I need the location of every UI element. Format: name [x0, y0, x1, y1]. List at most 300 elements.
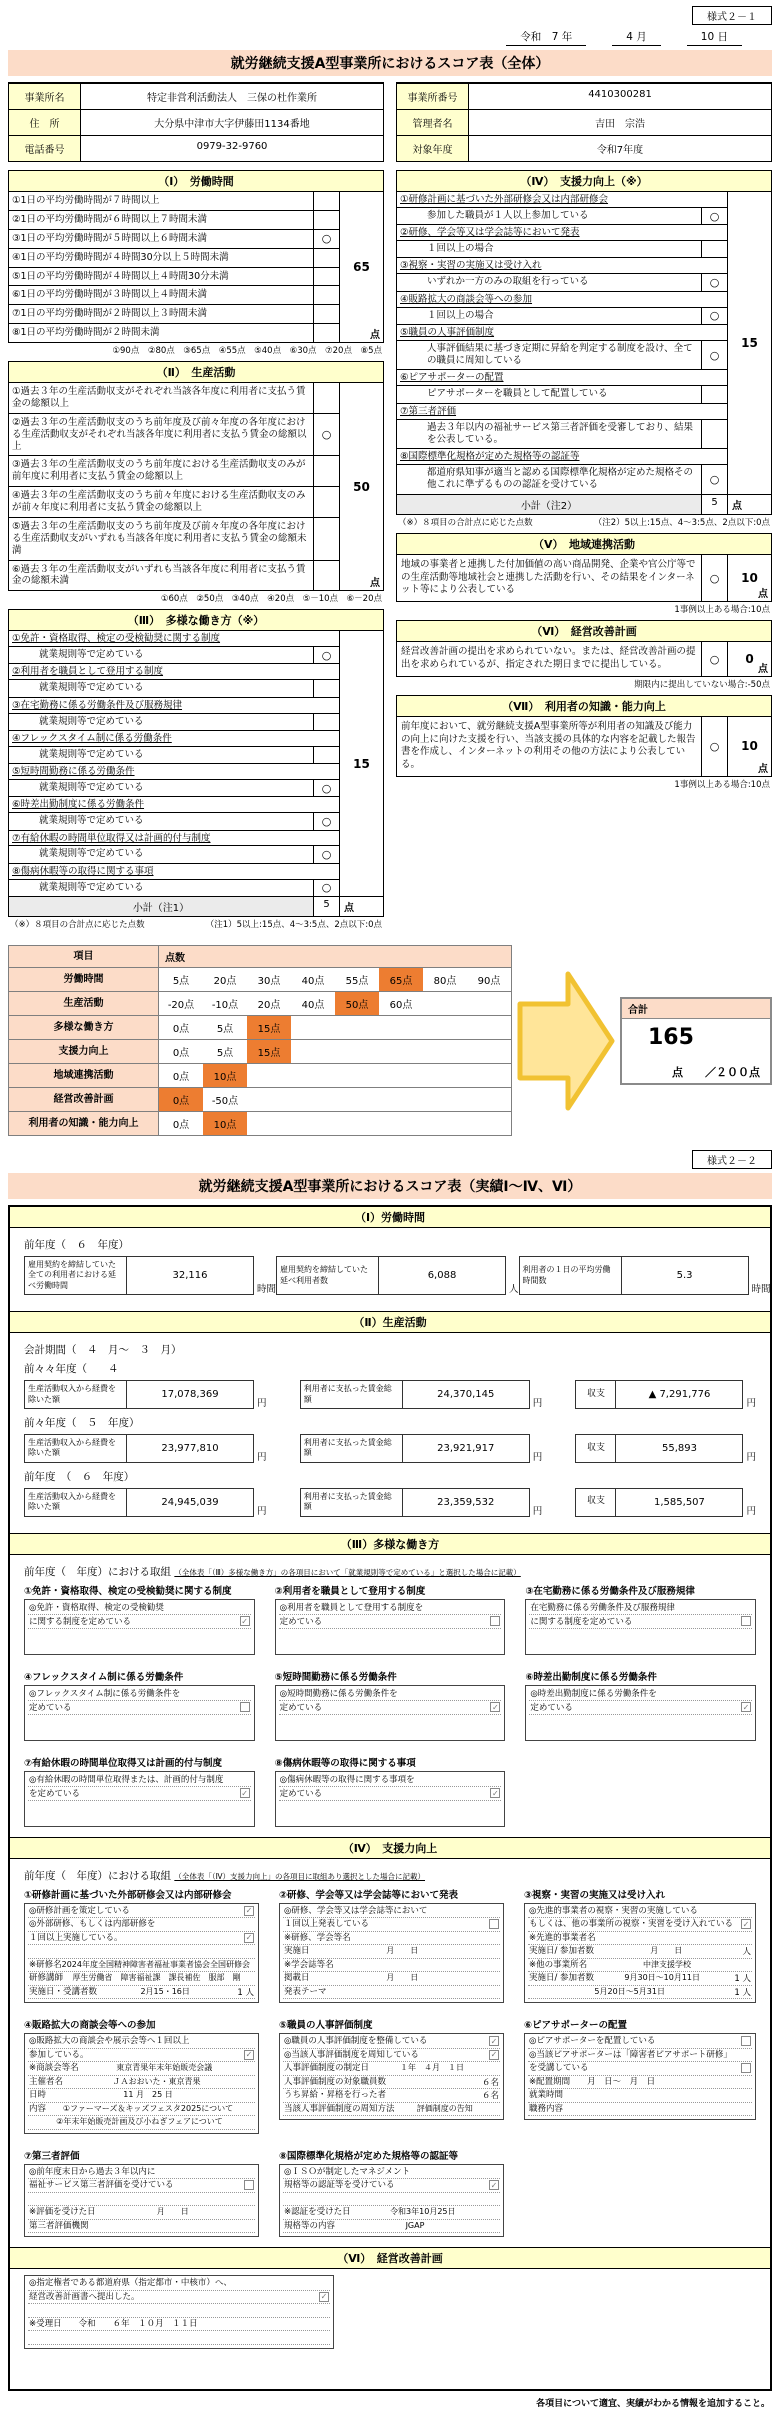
f2-section-1-title: （Ⅰ）労働時間: [10, 1207, 770, 1228]
detail-line: 発表テーマ: [283, 1986, 500, 2000]
practice-line2: 定めている: [29, 1703, 72, 1714]
checkbox[interactable]: ✓: [742, 1919, 750, 1929]
section-6-title: （Ⅵ） 経営改善計画: [397, 621, 771, 642]
form1-title: 就労継続支援А型事業所におけるスコア表（全体）: [8, 50, 772, 76]
section-6-note: 期限内に提出していない場合:-50点: [634, 679, 770, 690]
mark-cell[interactable]: [313, 518, 339, 560]
checkbox[interactable]: [244, 2180, 254, 2190]
checkbox[interactable]: ✓: [742, 1702, 750, 1712]
mark-cell[interactable]: ○: [313, 813, 339, 829]
checkbox[interactable]: [741, 2063, 751, 2073]
checkbox[interactable]: ✓: [245, 1933, 253, 1943]
form1-left-column: [8, 170, 384, 935]
mark-cell[interactable]: [313, 383, 339, 413]
item-heading: ⑥時差出勤制度に係る労働条件: [12, 799, 145, 811]
info-row: [9, 83, 383, 109]
practice-line1: ◎傷病休暇等の取得に関する事項を: [279, 1775, 415, 1786]
section-3-diverse-work: [8, 609, 384, 917]
row-text: ③過去３年の生産活動収支のうち前年度における生産活動収支のみが前年度に利用者に支払う賃金の総額以上: [12, 459, 306, 483]
score-summary-area: [8, 945, 772, 1136]
mark-cell[interactable]: [313, 211, 339, 229]
mark-cell[interactable]: ○: [701, 308, 727, 324]
item-condition: 就業規則等で定めている: [39, 682, 144, 694]
score-row: [9, 414, 339, 457]
row-text: ⑦1日の平均労働時間が２時間以上３時間未満: [12, 308, 208, 320]
row-text: ⑧1日の平均労働時間が２時間未満: [12, 327, 160, 339]
stat-wages: 利用者に支払った賃金総額 23,921,917 円: [300, 1434, 543, 1463]
detail-line: を受講している: [528, 2062, 752, 2076]
mark-cell[interactable]: [313, 249, 339, 267]
info-row: [9, 135, 383, 161]
info-value: 特定非営利活動法人 三保の杜作業所: [147, 93, 317, 104]
score-row: [9, 487, 339, 518]
detail-line: ◎前年度末日から過去３年以内に: [28, 2166, 255, 2180]
detail-line: 規格等の認証等を受けている ✓: [283, 2179, 500, 2193]
total-value: 165: [648, 1024, 694, 1050]
score-row: [9, 456, 339, 487]
f2-s2-year2: [24, 1434, 756, 1463]
item-condition: 就業規則等で定めている: [39, 649, 144, 661]
section-7-title: （Ⅶ） 利用者の知識・能力向上: [397, 696, 771, 717]
f2-section-2-title: （Ⅱ）生産活動: [10, 1311, 770, 1333]
stat-value[interactable]: 24,945,039: [126, 1488, 254, 1517]
score-item: [397, 225, 727, 258]
form1-code-label: 様式２－１: [692, 6, 772, 25]
stat-income: 生産活動収入から経費を除いた額 23,977,810 円: [24, 1434, 267, 1463]
mark-cell[interactable]: [313, 747, 339, 763]
score-row: [9, 286, 339, 305]
score-row: [9, 305, 339, 324]
score-item: [397, 370, 727, 403]
row-text: ①1日の平均労働時間が７時間以上: [12, 195, 160, 206]
item-heading: ③在宅勤務に係る労働条件及び服務規律: [12, 699, 183, 711]
score-row: [9, 268, 339, 287]
practice-item: [275, 1669, 506, 1741]
detail-line: ◎ピアサポーターを配置している: [528, 2035, 752, 2049]
stat-value[interactable]: ▲ 7,291,776: [615, 1380, 743, 1409]
stat-value[interactable]: 5.3: [621, 1256, 749, 1295]
practice-line1: ◎利用者を職員として登用する制度を: [279, 1603, 424, 1614]
practice-title: ③在宅勤務に係る労働条件及び服務規律: [525, 1585, 695, 1597]
detail-line: ◎販路拡大の商談会や展示会等へ１回以上: [28, 2035, 255, 2049]
item-condition: 就業規則等で定めている: [39, 881, 144, 893]
practice-line2: 定めている: [530, 1703, 573, 1714]
stat-value[interactable]: 23,359,532: [402, 1488, 530, 1517]
item-condition: 都道府県知事が適当と認める国際標準化規格が定めた規格その他これに準ずるものの認証を受けている: [427, 467, 694, 491]
item-condition: 人事評価結果に基づき定期に昇給を判定する制度を設け、全ての職員に周知している: [427, 342, 693, 367]
detail-box-training: ①研修計画に基づいた外部研修会又は内部研修会 ◎研修計画を策定している ✓ ◎外部研修、もしくは内部研修を １回以上実施している。 ✓ ※研修名 2024年度全国精神障害者福祉事業者協会全国研修会 研修講師 厚生労働省 障害福祉課 課長補佐 服部 剛 実施日・受講者数 2月15・16日 1 人: [24, 1887, 259, 2004]
practice-title: ⑧傷病休暇等の取得に関する事項: [274, 1757, 416, 1769]
practice-item: [525, 1669, 756, 1741]
score-row: [9, 249, 339, 268]
detail-line: ※評価を受けた日 月 日: [28, 2206, 255, 2220]
item-heading: ⑤短時間勤務に係る労働条件: [12, 766, 135, 778]
practice-line2: を定めている: [29, 1789, 81, 1800]
score-item: [397, 404, 727, 450]
section-2-production: [8, 361, 384, 591]
detail-box-sales-meeting: ④販路拡大の商談会等への参加 ◎販路拡大の商談会や展示会等へ１回以上 参加している。 ✓ ※商談会等名 東京青果年末年始販売会議 主催者名 ＪＡおおいた・東京青果 日時 11 月 25 日 内容 ①ファーマーズ＆キッズフェスタ2025について ②年末年始販売計画及び小ねぎフェアについて: [24, 2017, 259, 2134]
score-item: [9, 664, 339, 697]
mark-cell[interactable]: ○: [313, 647, 339, 663]
detail-line: ※研修名 2024年度全国精神障害者福祉事業者協会全国研修会: [28, 1959, 255, 1973]
mark-cell[interactable]: [313, 487, 339, 517]
detail-line: 日時 11 月 25 日: [28, 2089, 255, 2103]
score-row: [9, 324, 339, 342]
detail-box-plan-submission: [24, 2275, 334, 2349]
mark-cell[interactable]: [313, 456, 339, 486]
item-heading: ⑦第三者評価: [400, 405, 457, 417]
score-item: [9, 631, 339, 664]
f2-s1-year-label: 前年度（ ６ 年度）: [24, 1239, 129, 1251]
detail-line: ◎ＩＳＯが制定したマネジメント: [283, 2166, 500, 2180]
detail-line: 第三者評価機関: [28, 2220, 255, 2234]
info-label: 事業所番号: [397, 84, 469, 109]
checkbox[interactable]: ✓: [491, 1788, 499, 1798]
section-4-subtotal: 小計（注2） 5 点: [397, 494, 771, 514]
practice-line1: 在宅勤務に係る労働条件及び服務規律: [530, 1603, 675, 1614]
detail-line: 実施日 月 日: [283, 1945, 500, 1959]
detail-line: 実施日/ 参加者数 9月30日〜10月11日 1 人: [528, 1973, 751, 1985]
checkbox[interactable]: ✓: [490, 2036, 498, 2046]
mark-cell[interactable]: ○: [701, 274, 727, 290]
detail-line: もしくは、他の事業所の視察・実習を受け入れている ✓: [528, 1918, 752, 1932]
practice-line2: に関する制度を定めている: [29, 1617, 132, 1628]
detail-line: １回以上発表している: [283, 1918, 500, 1932]
summary-header: 項目 点数: [9, 946, 511, 967]
section-2-score: 50 点: [339, 383, 383, 590]
summary-row-knowledge: 利用者の知識・能力向上 0点 10点: [9, 1111, 511, 1135]
subtotal-value: 5: [313, 897, 339, 916]
section-4-support: [396, 170, 772, 515]
total-score-box: 合計 165 点 ／２００点: [620, 997, 772, 1085]
detail-line: ◎職員の人事評価制度を整備している ✓: [283, 2035, 500, 2049]
stat-value[interactable]: 17,078,369: [126, 1380, 254, 1409]
item-condition: 就業規則等で定めている: [39, 748, 144, 760]
section-3-subtotal: 小計（注1） 5 点: [9, 896, 383, 916]
f2-s4-note: 前年度（ 年度）における取組 （全体表「（Ⅳ）支援力向上」の各項目に取組あり選択とした場合に記載）: [24, 1869, 426, 1882]
score-item: [9, 698, 339, 731]
section-5-community: [396, 533, 772, 602]
practice-item: [525, 1583, 756, 1655]
detail-line: ②年末年始販売計画及び小ねぎフェアについて: [28, 2116, 255, 2130]
checkbox[interactable]: ✓: [320, 2292, 328, 2302]
section-4-note: （※）８項目の合計点に応じた点数 （注2）5以上:15点、4〜3:5点、2点以下:0点: [398, 517, 770, 528]
detail-line: ※配置期間 月 日〜 月 日: [528, 2076, 752, 2090]
stat-value[interactable]: 1,585,507: [615, 1488, 743, 1517]
mark-cell[interactable]: [313, 324, 339, 342]
detail-line: 規格等の内容 JGAP: [283, 2220, 500, 2234]
form2-container: [8, 1205, 772, 2391]
detail-line: 福祉サービス第三者評価を受けている: [28, 2179, 255, 2193]
total-label: 合計: [622, 999, 770, 1019]
section-5-title: （Ⅴ） 地域連携活動: [397, 534, 771, 555]
score-row: [9, 230, 339, 249]
highlighted-cell: 65点: [379, 968, 423, 991]
practice-line1: ◎免許・資格取得、検定の受検勧奨: [29, 1603, 164, 1614]
mark-cell[interactable]: ○: [313, 880, 339, 896]
date-month: 4: [626, 31, 633, 43]
mark-cell[interactable]: [313, 714, 339, 730]
item-heading: ⑦有給休暇の時間単位取得又は計画的付与制度: [12, 832, 211, 844]
item-condition: ピアサポーターを職員として配置している: [427, 388, 608, 400]
highlighted-cell: 15点: [247, 1040, 291, 1063]
practice-line2: 定めている: [279, 1703, 323, 1714]
section-1-labor-hours: [8, 170, 384, 343]
section-3-score: 15: [339, 631, 383, 896]
mark-cell[interactable]: [313, 286, 339, 304]
practice-title: ⑥時差出勤制度に係る労働条件: [525, 1671, 657, 1683]
practice-title: ①免許・資格取得、検定の受検勧奨に関する制度: [24, 1585, 232, 1597]
highlighted-cell: 10点: [203, 1112, 247, 1135]
detail-line: ◎研修計画を策定している ✓: [28, 1905, 255, 1919]
mark-cell[interactable]: [701, 241, 727, 257]
f2-s2-year2-label: 前々年度（ ５ 年度）: [24, 1416, 140, 1429]
f2-s3-note: 前年度（ 年度）における取組 （全体表「（Ⅲ）多様な働き方」の各項目において「就業規則等で定めている」と選択した場合に記載）: [24, 1565, 521, 1578]
practice-line1: ◎フレックスタイム制に係る労働条件を: [29, 1689, 181, 1700]
stat-wages: 利用者に支払った賃金総額 23,359,532 円: [300, 1488, 543, 1517]
form1-right-column: [396, 170, 772, 795]
mark-cell[interactable]: ○: [313, 780, 339, 796]
score-row: [9, 383, 339, 414]
info-value: 大分県中津市大字伊藤田1134番地: [154, 119, 310, 130]
score-item: [9, 797, 339, 830]
info-row: [9, 109, 383, 135]
summary-row-diverse: 多様な働き方 0点 5点 15点: [9, 1015, 511, 1039]
mark-cell[interactable]: ○: [313, 846, 339, 862]
section-3-note: （※）８項目の合計点に応じた点数 （注1）5以上:15点、4〜3:5点、2点以下:0点: [10, 920, 382, 930]
checkbox[interactable]: ✓: [490, 2050, 498, 2060]
mark-cell[interactable]: ○: [701, 341, 727, 370]
detail-line: ◎当該人事評価制度を周知している ✓: [283, 2049, 500, 2063]
summary-row-production: 生産活動 -20点 -10点 20点 40点 50点 60点: [9, 991, 511, 1015]
info-row: [397, 109, 771, 135]
info-label: 管理者名: [397, 110, 469, 135]
mark-cell[interactable]: ○: [701, 465, 727, 494]
mark-cell[interactable]: [313, 305, 339, 323]
practice-title: ②利用者を職員として登用する制度: [274, 1585, 426, 1597]
checkbox[interactable]: [489, 1919, 499, 1929]
checkbox[interactable]: [240, 1702, 250, 1712]
detail-line: 5月20日〜5月31日 1 人: [528, 1986, 752, 2000]
f2-s2-period: 会計期間（ ４ 月〜 ３ 月）: [24, 1344, 182, 1357]
item-condition: １回以上の場合: [427, 309, 494, 321]
score-item: [9, 864, 339, 896]
checkbox[interactable]: ✓: [245, 2050, 253, 2060]
practice-title: ⑤短時間勤務に係る労働条件: [274, 1671, 397, 1683]
detail-line: ※先進的事業者名: [528, 1932, 752, 1946]
info-label: 電話番号: [9, 136, 81, 161]
f2-s2-year3-label: 前年度 （ ６ 年度）: [24, 1470, 135, 1483]
checkbox[interactable]: ✓: [491, 1702, 499, 1712]
practice-line2: 定めている: [279, 1789, 323, 1800]
section-1-note: ①90点 ②80点 ③65点 ④55点 ⑤40点 ⑥30点 ⑦20点 ⑧5点: [112, 346, 382, 356]
stat-balance: 収支 55,893 円: [575, 1434, 756, 1463]
row-text: ④過去３年の生産活動収支のうち前々年度における生産活動収支のみが前々年度に利用者に支払う賃金の総額以上: [12, 490, 306, 513]
stat-value[interactable]: 23,921,917: [402, 1434, 530, 1463]
detail-line: 就業時間: [528, 2089, 752, 2103]
detail-line: 人事評価制度の対象職員数 ６名: [283, 2076, 499, 2088]
section-6-text: 経営改善計画の提出を求められていない。または、経営改善計画の提出を求められているが、指定された期日までに提出している。: [401, 646, 696, 671]
info-table-left: [8, 82, 384, 162]
score-item: [9, 731, 339, 764]
detail-line: ※認証を受けた日 令和3年10月25日: [283, 2206, 500, 2220]
stat-total-hours: 雇用契約を締結していた全ての利用者における延べ労働時間 32,116 時間: [24, 1256, 276, 1295]
f2-s2-year1-label: 前々々年度（ ４: [24, 1363, 119, 1376]
section-1-score: 65 点: [339, 192, 383, 342]
summary-table: [8, 945, 512, 1136]
subtotal-value: 5: [701, 495, 727, 514]
item-heading: ②研修、学会等又は学会誌等において発表: [400, 227, 580, 239]
practice-line1: ◎短時間勤務に係る労働条件を: [279, 1689, 398, 1700]
mark-cell[interactable]: ○: [701, 642, 727, 676]
highlighted-cell: 0点: [159, 1088, 203, 1111]
row-text: ⑥1日の平均労働時間が３時間以上４時間未満: [12, 289, 208, 301]
checkbox[interactable]: ✓: [245, 1906, 253, 1916]
stat-balance: 収支 ▲ 7,291,776 円: [575, 1380, 756, 1409]
info-label: 住 所: [9, 110, 81, 135]
detail-line: 内容 ①ファーマーズ＆キッズフェスタ2025について: [28, 2103, 255, 2117]
section-7-score: 10 点: [727, 717, 771, 776]
right-arrow-icon: [516, 966, 616, 1116]
detail-line: ◎外部研修、もしくは内部研修を: [28, 1918, 255, 1932]
item-condition: 就業規則等で定めている: [39, 848, 144, 860]
checkbox[interactable]: [490, 1616, 500, 1626]
checkbox[interactable]: [741, 2036, 751, 2046]
mark-cell[interactable]: [701, 420, 727, 449]
score-item: [9, 764, 339, 797]
stat-avg-hours: 利用者の１日の平均労働時間数 5.3 時間: [519, 1256, 771, 1295]
practice-title: ⑦有給休暇の時間単位取得又は計画的付与制度: [24, 1757, 223, 1769]
summary-row-support: 支援力向上 0点 5点 15点: [9, 1039, 511, 1063]
item-heading: ⑧傷病休暇等の取得に関する事項: [12, 865, 154, 877]
checkbox[interactable]: ✓: [241, 1616, 248, 1626]
score-row: [9, 211, 339, 230]
info-value: 令和7年度: [596, 145, 644, 156]
practice-line2: 定めている: [279, 1617, 323, 1628]
mark-cell[interactable]: [313, 680, 339, 696]
detail-line: 参加している。 ✓: [28, 2049, 255, 2063]
mark-cell[interactable]: [313, 192, 339, 210]
form2-code-label: 様式２－２: [692, 1150, 772, 1169]
mark-cell[interactable]: [313, 268, 339, 286]
section-5-note: 1事例以上ある場合:10点: [674, 605, 770, 616]
item-condition: 就業規則等で定めている: [39, 715, 144, 727]
item-heading: ⑥ピアサポーターの配置: [400, 372, 504, 384]
stat-value[interactable]: 55,893: [615, 1434, 743, 1463]
stat-value[interactable]: 24,370,145: [402, 1380, 530, 1409]
item-heading: ③視察・実習の実施又は受け入れ: [400, 260, 542, 272]
practice-item: [24, 1669, 255, 1741]
summary-row-community: 地域連携活動 0点 10点: [9, 1063, 511, 1087]
detail-box-peer-supporter: ⑥ピアサポーターの配置 ◎ピアサポーターを配置している ◎当該ピアサポーターは「障害者ピアサポート研修」 を受講している ※配置期間 月 日〜 月 日 就業時間 職務内容: [524, 2017, 756, 2134]
info-value: 吉田 宗浩: [595, 119, 645, 130]
item-condition: 就業規則等で定めている: [39, 782, 144, 793]
item-condition: 過去３年以内の福祉サービス第三者評価を受審しており、結果を公表している。: [427, 421, 694, 445]
section-7-text: 前年度において、就労継続支援А型事業所等が利用者の知識及び能力の向上に向けた支援を行い、当該支援の具体的な内容を記載した報告書を作成し、インターネットの利用その他の方法により公表している。: [401, 720, 696, 771]
detail-box-observation: ③視察・実習の実施又は受け入れ ◎先進的事業者の視察・実習の実施している もしくは、他の事業所の視察・実習を受け入れている ✓ ※先進的事業者名 実施日/ 参加者数 月 日 人 ※他の事業所名 中津支援学校 実施日/ 参加者数 9月30日〜10月11日 1 人 5月20日〜5月31日 1 人: [524, 1887, 756, 2004]
mark-cell[interactable]: ○: [313, 414, 339, 456]
f2-s3-grid: [24, 1583, 756, 1827]
section-2-title: （Ⅱ） 生産活動: [9, 362, 383, 383]
section-6-score: 0 点: [727, 642, 771, 676]
info-value: 4410300281: [588, 89, 652, 100]
office-info: [8, 82, 772, 162]
detail-box-third-party: ⑦第三者評価 ◎前年度末日から過去３年以内に 福祉サービス第三者評価を受けている ※評価を受けた日 月 日 第三者評価機関: [24, 2148, 259, 2238]
mark-cell[interactable]: ○: [701, 208, 727, 224]
detail-line: [28, 2304, 330, 2318]
item-heading: ①免許・資格取得、検定の受検勧奨に関する制度: [12, 633, 221, 645]
form2-footer-note: 各項目について適宜、実績がわかる情報を追加すること。: [536, 2398, 770, 2409]
detail-line: ◎当該ピアサポーターは「障害者ピアサポート研修」: [528, 2049, 752, 2063]
row-text: ②過去３年の生産活動収支のうち前年度及び前々年度の各年度における生産活動収支がそれぞれ当該各年度に利用者に支払う賃金の総額以上: [12, 416, 307, 452]
detail-line: ※研修、学会等名: [283, 1932, 500, 1946]
item-condition: 就業規則等で定めている: [39, 815, 144, 827]
detail-line: ※学会誌等名: [283, 1959, 500, 1973]
section-5-score: 10 点: [727, 555, 771, 601]
info-label: 対象年度: [397, 136, 469, 161]
mark-cell[interactable]: [313, 561, 339, 591]
practice-item: [275, 1583, 506, 1655]
item-heading: ⑧国際標準化規格が定めた規格等の認証等: [400, 451, 580, 463]
item-condition: 参加した職員が１人以上参加している: [427, 209, 589, 221]
row-text: ③1日の平均労働時間が５時間以上６時間未満: [12, 232, 208, 244]
f2-s2-year1: [24, 1380, 756, 1409]
detail-box-hr-evaluation: ⑤職員の人事評価制度 ◎職員の人事評価制度を整備している ✓ ◎当該人事評価制度を周知している ✓ 人事評価制度の制定日 １年 ４月 １日 人事評価制度の対象職員数 ６名 うち昇給・昇格を行った者 ６名 当該人事評価制度の周知方法 評価制度の告知: [279, 2017, 504, 2134]
checkbox[interactable]: [741, 1616, 751, 1626]
stat-income: 生産活動収入から経費を除いた額 17,078,369 円: [24, 1380, 267, 1409]
mark-cell[interactable]: ○: [701, 717, 727, 776]
item-heading: ②利用者を職員として登用する制度: [12, 666, 164, 678]
info-row: [397, 135, 771, 161]
item-heading: ⑤職員の人事評価制度: [400, 326, 495, 338]
row-text: ①過去３年の生産活動収支がそれぞれ当該各年度に利用者に支払う賃金の総額以上: [12, 386, 306, 409]
section-5-text: 地域の事業者と連携した付加価値の高い商品開発、企業や官公庁等での生産活動等地域社会と連携した活動を行い、その結果をインターネット等により公表している: [401, 558, 696, 596]
score-row: [9, 518, 339, 561]
detail-line: 当該人事評価制度の周知方法 評価制度の告知: [283, 2103, 500, 2117]
score-item: [397, 258, 727, 291]
detail-line: ◎研修、学会等又は学会誌等において: [283, 1905, 500, 1919]
section-3-title: （Ⅲ） 多様な働き方（※）: [9, 610, 383, 631]
checkbox[interactable]: ✓: [490, 2180, 498, 2190]
detail-line: [28, 2193, 255, 2207]
form1-date: 令和 7 年 4 月 10 日: [8, 29, 742, 46]
detail-line: 職務内容: [528, 2103, 752, 2117]
stat-value[interactable]: 6,088: [378, 1256, 506, 1295]
row-text: ⑤1日の平均労働時間が４時間以上４時間30分未満: [12, 270, 229, 282]
summary-row-labor: 労働時間 5点 20点 30点 40点 55点 65点 80点 90点: [9, 967, 511, 991]
detail-line: [28, 1945, 255, 1959]
stat-wages: 利用者に支払った賃金総額 24,370,145 円: [300, 1380, 543, 1409]
info-label: 事業所名: [9, 84, 81, 109]
detail-line: ◎先進的事業者の視察・実習の実施している: [528, 1905, 752, 1919]
stat-value[interactable]: 23,977,810: [126, 1434, 254, 1463]
mark-cell[interactable]: [701, 386, 727, 402]
mark-cell[interactable]: ○: [701, 555, 727, 601]
mark-cell[interactable]: ○: [313, 230, 339, 248]
checkbox[interactable]: ✓: [241, 1788, 248, 1798]
date-day: 10: [700, 31, 715, 43]
stat-total-users: 雇用契約を締結していた延べ利用者数 6,088 人: [276, 1256, 519, 1295]
row-text: ⑥過去３年の生産活動収支がいずれも当該各年度に利用者に支払う賃金の総額未満: [12, 563, 306, 587]
detail-line: 実施日・受講者数 2月15・16日 1 人: [29, 1986, 254, 1998]
practice-line2: に関する制度を定めている: [530, 1617, 633, 1628]
item-heading: ④フレックスタイム制に係る労働条件: [12, 732, 172, 744]
item-condition: １回以上の場合: [427, 243, 494, 255]
score-row: [9, 561, 339, 591]
stat-value[interactable]: 32,116: [126, 1256, 254, 1295]
section-7-user-knowledge: [396, 695, 772, 777]
detail-line: ◎指定権者である都道府県（指定都市・中核市）へ、: [28, 2277, 330, 2291]
